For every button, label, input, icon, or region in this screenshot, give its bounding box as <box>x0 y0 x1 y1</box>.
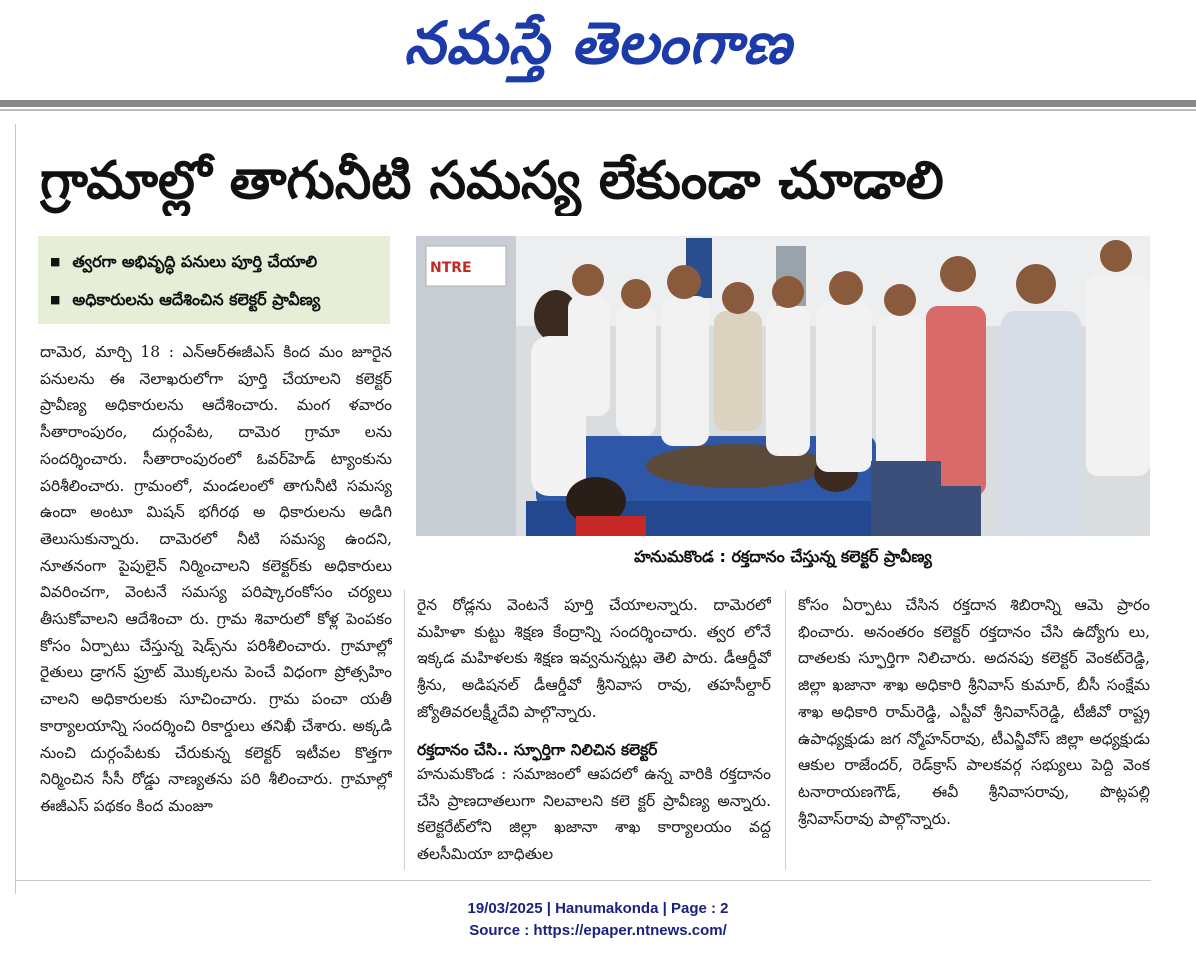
kicker-item: ■ అధికారులను ఆదేశించిన కలెక్టర్ ప్రావీణ్య <box>50 282 390 320</box>
photo-caption: హనుమకొండ : రక్తదానం చేస్తున్న కలెక్టర్ ప్రావీణ్య <box>634 547 932 566</box>
photo-banner-text: NTRE <box>430 260 472 276</box>
column-divider <box>785 590 786 870</box>
article-body-column-1: దామెర, మార్చి 18 : ఎన్ఆర్ఈజీఎస్ కింద మం జూరైన పనులను ఈ నెలాఖరులోగా పూర్తి చేయాలని కలెక్టర్ ప్రావీణ్య అధికారులను ఆదేశించారు. మంగ ళవారం సీతారాంపురం, దుర్గంపేట, దామెర గ్రామా లను సందర్శించారు. సీతారాంపురంలో ఓవర్‌హెడ్ ట్యాంకును పరిశీలించారు. గ్రామంలో, మండలంలో తాగునీటి సమస్య ఉందా అంటూ మిషన్ భగీరథ అ ధికారులను అడిగి తెలుసుకున్నారు. దామెరలో నీటి సమస్య ఉందని, నూతనంగా పైపులైన్ నిర్మించాలని కలెక్టర్‌కు అధికారులు వివరించగా, వెంటనే సమస్య పరిష్కారంకోసం చర్యలు తీసుకోవాలని ఆదేశించా రు. గ్రామ శివారులో కోళ్ల పెంపకం కోసం ఏర్పాటు చేస్తున్న షెడ్స్‌ను పరిశీలించారు. గ్రామాల్లో రైతులు డ్రాగన్ ఫ్రూట్ మొక్కలను పెంచే విధంగా ప్రోత్సహిం చాలని అధికారులకు సూచించారు. గ్రామ పంచా యతీ కార్యాలయాన్ని సందర్శించి రికార్డులు తనిఖీ చేశారు. అక్కడి నుంచి దుర్గంపేటకు చేరుకున్న కలెక్టర్ ఇటీవల కొత్తగా నిర్మించిన సీసీ రోడ్డు నాణ్యతను పరి శీలించారు. గ్రామాల్లో ఈజీఎస్ పథకం కింద మంజూ <box>40 343 392 815</box>
footer-source: Source : https://epaper.ntnews.com/ <box>469 922 727 939</box>
masthead-rule-thin <box>0 109 1196 111</box>
article-body-column-3: కోసం ఏర్పాటు చేసిన రక్తదాన శిబిరాన్ని ఆమె ప్రారం భించారు. అనంతరం కలెక్టర్ రక్తదానం చేసి ఉద్యోగు లు, దాతలకు స్ఫూర్తిగా నిలిచారు. అదనపు కలెక్టర్ వెంకట్‌రెడ్డి, జిల్లా ఖజానా శాఖ అధికారి శ్రీనివాస్ కుమార్, బీసీ సంక్షేమ శాఖ అధికారి రామ్‌రెడ్డి, ఎస్టీవో శ్రీనివాస్‌రెడ్డి, టీజీవో రాష్ట్ర ఉపాధ్యక్షుడు జగ న్మోహన్‌రావు, టీఎన్జీవోస్ జిల్లా అధ్యక్షుడు ఆకుల రాజేందర్, రెడ్‌క్రాస్ పాలకవర్గ సభ్యులు పెద్ది వెంక టనారాయణగౌడ్, ఈవీ శ్రీనివాసరావు, పొట్లపల్లి శ్రీనివాస్‌రావు పాల్గొన్నారు. <box>798 596 1150 828</box>
kicker-item: ■ త్వరగా అభివృద్ధి పనులు పూర్తి చేయాలి <box>50 244 390 282</box>
masthead-rule <box>0 100 1196 107</box>
newspaper-logo: నమస్తే తెలంగాణ <box>404 9 792 77</box>
masthead <box>0 0 1196 100</box>
kicker-box <box>38 236 390 324</box>
article-frame-left <box>15 124 16 894</box>
article-subheading: రక్తదానం చేసి.. స్ఫూర్తిగా నిలిచిన కలెక్టర్ <box>417 741 658 759</box>
footer-date-edition: 19/03/2025 | Hanumakonda | Page : 2 <box>467 900 729 917</box>
article-headline: గ్రామాల్లో తాగునీటి సమస్య లేకుండా చూడాలి <box>40 151 944 211</box>
article-frame-bottom <box>15 880 1151 881</box>
article-body-column-2-continued: హనుమకొండ : సమాజంలో ఆపదలో ఉన్న వారికి రక్తదానం చేసి ప్రాణదాతలుగా నిలవాలని కలె క్టర్ ప్రావీణ్య అన్నారు. కలెక్టరేట్‌లోని జిల్లా ఖజానా శాఖ కార్యాలయం వద్ద తలసీమియా బాధితుల <box>417 765 771 864</box>
news-photo <box>416 236 1150 536</box>
article-body-column-2: రైన రోడ్లను వెంటనే పూర్తి చేయాలన్నారు. దామెరలో మహిళా కుట్టు శిక్షణ కేంద్రాన్ని సందర్శించారు. త్వర లోనే ఇక్కడ మహిళలకు శిక్షణ ఇవ్వనున్నట్లు తెలి పారు. డీఆర్డీవో శ్రీను, అడిషనల్ డీఆర్డీవో శ్రీనివాస రావు, తహసీల్దార్ జ్యోతివరలక్ష్మీదేవి పాల్గొన్నారు. <box>417 596 771 721</box>
column-divider <box>404 590 405 870</box>
